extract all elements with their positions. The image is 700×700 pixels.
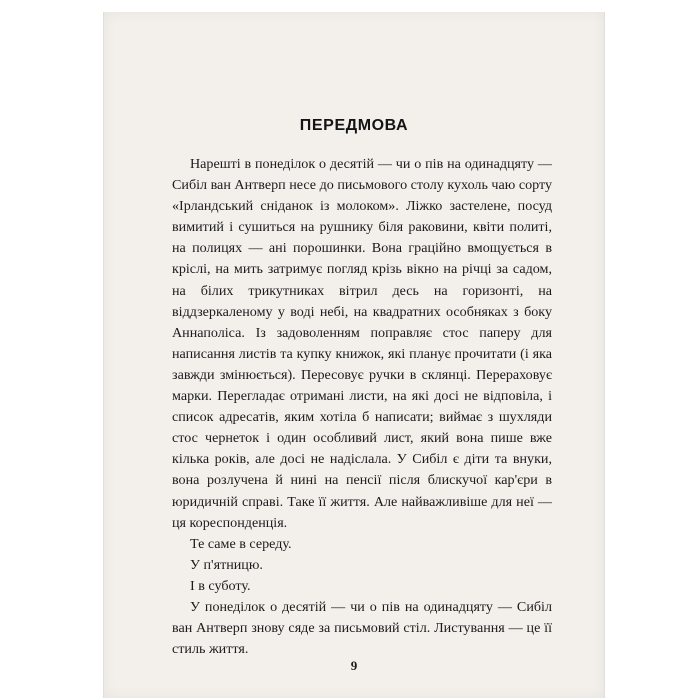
paragraph-5: У понеділок о десятій — чи о пів на одинадцяту — Сибіл ван Антверп знову сяде за письмовий стіл. Листування — це її стиль життя.	[172, 598, 552, 658]
book-page	[103, 12, 605, 698]
paragraph-1: Нарешті в понеділок о десятій — чи о пів на одинадцяту — Сибіл ван Антверп несе до письмового столу кухоль чаю сорту «Ірландський сніданок із молоком». Ліжко застелене, посуд вимитий і сушиться на рушнику біля раковини, квіти политі, на полицях — ані порошинки. Вона граційно вмощується в кріслі, на мить затримує погляд крізь вікно на річці за садом, на білих трикутниках вітрил десь на горизонті, на віддзеркаленому у воді небі, на квадратних особняках з боку Аннаполіса. Із задоволенням поправляє стос паперу для написання листів та купку книжок, які планує прочитати (і яка завжди змінюється). Пересовує ручки в склянці. Перераховує марки. Перегладає отримані листи, на які досі не відповіла, і список адресатів, яким хотіла б написати; виймає з шухляди стос чернеток і один особливий лист, який вона пише вже кілька років, але досі не надіслала. У Сибіл є діти та внуки, вона розлучена й нині на пенсії після блискучої кар'єри в юридичній справі. Таке її життя. Але найважливіше для неї — ця кореспонденція.	[172, 156, 552, 531]
body-text	[172, 154, 552, 660]
page-title: ПЕРЕДМОВА	[299, 117, 409, 134]
paragraph-2: Те саме в середу.	[190, 535, 292, 552]
paragraph-3: У п'ятницю.	[190, 556, 263, 573]
paragraph-4: І в суботу.	[190, 577, 251, 594]
page-number: 9	[350, 658, 358, 673]
